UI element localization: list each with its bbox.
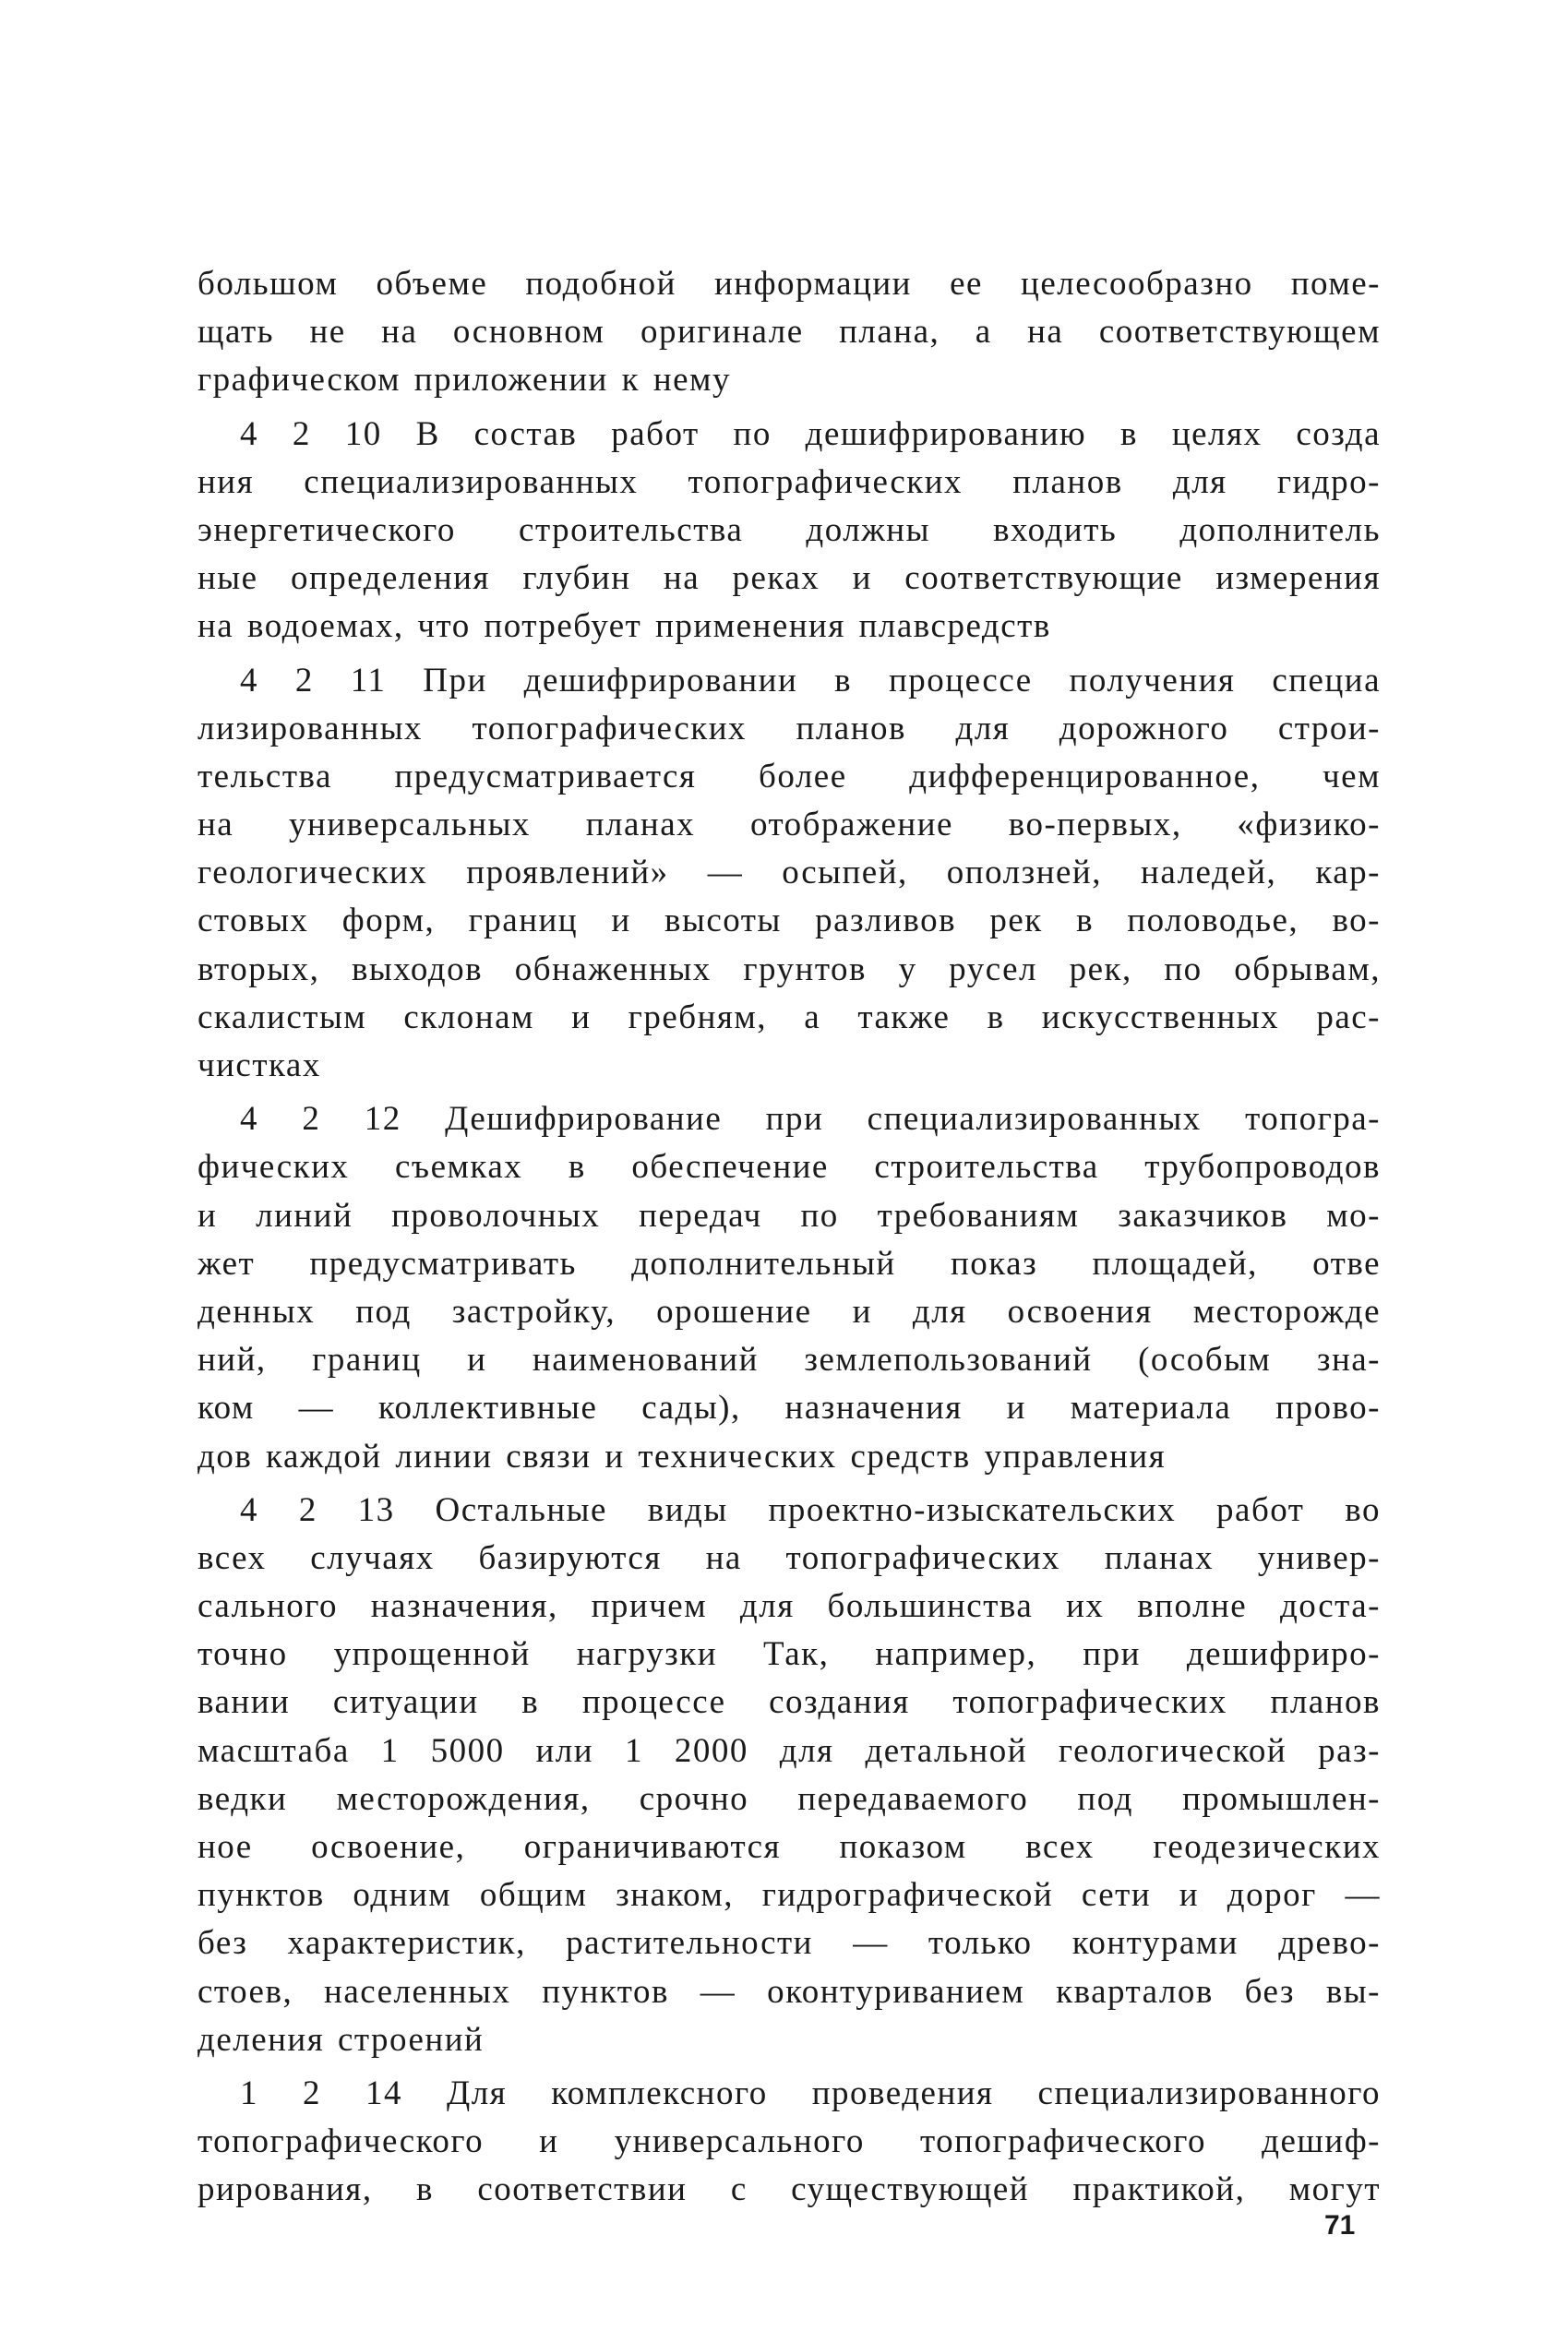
text-line: ния специализированных топографических планов для гидро- [197, 462, 1381, 501]
text-line: скалистым склонам и гребням, а также в искусственных рас- [197, 998, 1381, 1036]
text-line: ные определения глубин на реках и соответствующие измерения [197, 559, 1381, 598]
text-line: стовых форм, границ и высоты разливов рек в половодье, во- [197, 902, 1381, 940]
text-line: вторых, выходов обнаженных грунтов у русел рек, по обрывам, [197, 950, 1381, 988]
text-line: 4 2 12 Дешифрирование при специализированных топогра- [240, 1100, 1381, 1139]
text-line: тельства предусматривается более дифференцированное, чем [197, 757, 1381, 795]
text-line: ное освоение, ограничиваются показом всех геодезических [197, 1828, 1381, 1866]
text-line: 4 2 11 При дешифрировании в процессе получения специа [240, 661, 1381, 699]
text-line: пунктов одним общим знаком, гидрографической сети и дорог — [197, 1876, 1381, 1915]
paragraph-4-2-11 [197, 657, 1381, 1091]
text-line: рирования, в соответствии с существующей практикой, могут [197, 2170, 1381, 2209]
text-line: без характеристик, растительности — только контурами древо- [197, 1924, 1381, 1963]
paragraph-4-2-13 [197, 1487, 1381, 2064]
paragraph-4-2-10 [197, 411, 1381, 651]
text-line: масштаба 1 5000 или 1 2000 для детальной геологической раз- [197, 1731, 1381, 1770]
text-line: 1 2 14 Для комплексного проведения специализированного [240, 2074, 1381, 2112]
text-line: всех случаях базируются на топографических планах универ- [197, 1538, 1381, 1577]
text-line: жет предусматривать дополнительный показ площадей, отве [197, 1244, 1381, 1283]
paragraph-intro [197, 260, 1381, 405]
text-line: большом объеме подобной информации ее целесообразно поме- [197, 265, 1381, 303]
text-line: денных под застройку, орошение и для освоения месторожде [197, 1292, 1381, 1331]
text-line: топографического и универсального топографического дешиф- [197, 2122, 1381, 2161]
text-line: ний, границ и наименований землепользований (особым зна- [197, 1341, 1381, 1380]
text-line: энергетического строительства должны входить дополнитель [197, 510, 1381, 549]
text-line: на универсальных планах отображение во-первых, «физико- [197, 806, 1381, 844]
text-line: деления строений [197, 2020, 485, 2059]
text-line: фических съемках в обеспечение строительства трубопроводов [197, 1148, 1381, 1187]
text-line: 4 2 10 В состав работ по дешифрированию в целях созда [240, 414, 1381, 453]
text-line: вании ситуации в процессе создания топографических планов [197, 1683, 1381, 1722]
paragraph-4-2-12 [197, 1095, 1381, 1481]
text-line: и линий проволочных передач по требованиям заказчиков мо- [197, 1196, 1381, 1235]
text-line: графическом приложении к нему [197, 361, 731, 400]
page-number: 71 [1324, 2210, 1356, 2241]
text-line: дов каждой линии связи и технических средств управления [197, 1437, 1167, 1476]
text-line: на водоемах, что потребует применения плавсредств [197, 607, 1051, 646]
text-line: стоев, населенных пунктов — оконтуриванием кварталов без вы- [197, 1972, 1381, 2011]
text-line: ком — коллективные сады), назначения и материала прово- [197, 1389, 1381, 1428]
text-line: чистках [197, 1046, 321, 1084]
paragraph-4-2-14 [197, 2070, 1381, 2215]
text-line: геологических проявлений» — осыпей, оползней, наледей, кар- [197, 854, 1381, 892]
text-line: щать не на основном оригинале плана, а на соответствующем [197, 313, 1381, 352]
text-line: лизированных топографических планов для дорожного строи- [197, 709, 1381, 747]
text-line: точно упрощенной нагрузки Так, например, при дешифриро- [197, 1635, 1381, 1674]
text-line: ведки месторождения, срочно передаваемого под промышлен- [197, 1779, 1381, 1818]
text-line: сального назначения, причем для большинства их вполне доста- [197, 1587, 1381, 1626]
body-text [197, 260, 1381, 2215]
text-line: 4 2 13 Остальные виды проектно-изыскательских работ во [240, 1490, 1381, 1529]
